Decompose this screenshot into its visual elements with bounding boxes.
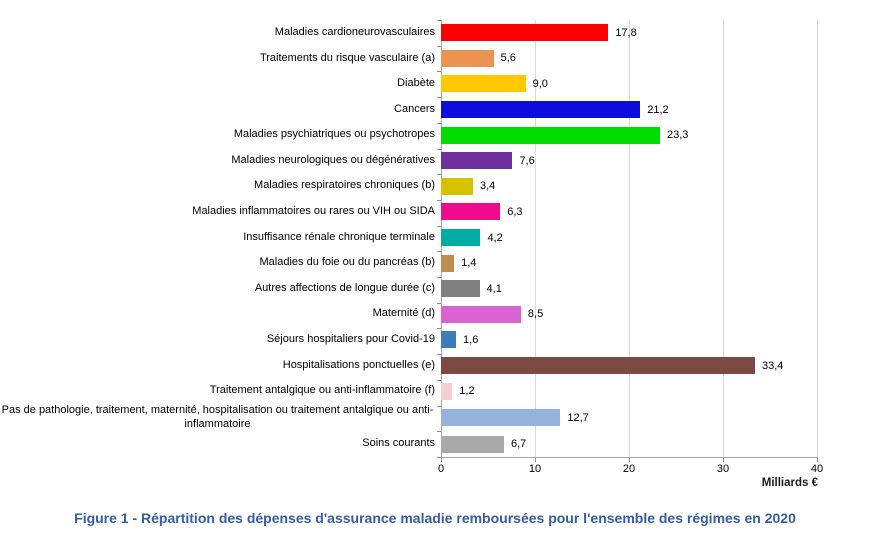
bar bbox=[441, 409, 560, 426]
bar-track bbox=[441, 46, 817, 72]
bar-track bbox=[441, 302, 817, 328]
category-label: Maladies inflammatoires ou rares ou VIH ou SIDA bbox=[192, 205, 435, 218]
chart-row bbox=[0, 431, 817, 457]
category-label: Hospitalisations ponctuelles (e) bbox=[282, 358, 435, 371]
category-label: Maladies psychiatriques ou psychotropes bbox=[233, 128, 435, 141]
category-label: Pas de pathologie, traitement, maternité, hospitalisation ou traitement antalgique ou anti-inflammatoire bbox=[1, 403, 434, 430]
chart-row bbox=[0, 404, 817, 432]
x-tick-label: 40 bbox=[810, 463, 824, 475]
bar-track bbox=[441, 97, 817, 123]
value-label: 1,4 bbox=[461, 257, 477, 270]
chart-row bbox=[0, 378, 817, 404]
bar bbox=[441, 255, 454, 272]
x-tick bbox=[817, 458, 818, 462]
category-label: Traitement antalgique ou anti-inflammatoire (f) bbox=[209, 384, 435, 397]
chart-row bbox=[0, 225, 817, 251]
x-tick bbox=[441, 458, 442, 462]
value-label: 17,8 bbox=[615, 26, 637, 39]
value-label: 7,6 bbox=[519, 154, 535, 167]
bar bbox=[441, 101, 640, 118]
chart-row bbox=[0, 174, 817, 200]
bar bbox=[441, 357, 755, 374]
value-label: 3,4 bbox=[479, 180, 496, 193]
bar bbox=[441, 24, 608, 41]
bar bbox=[441, 75, 526, 92]
value-label: 4,1 bbox=[486, 282, 502, 295]
bar-track bbox=[441, 276, 817, 302]
bar-track bbox=[441, 404, 817, 432]
value-label: 6,7 bbox=[510, 438, 527, 451]
chart-row bbox=[0, 276, 817, 302]
x-tick bbox=[535, 458, 536, 462]
bar bbox=[441, 178, 473, 195]
x-tick bbox=[629, 458, 630, 462]
category-label: Maladies respiratoires chroniques (b) bbox=[254, 179, 435, 192]
chart-row bbox=[0, 71, 817, 97]
bar bbox=[441, 331, 456, 348]
bar bbox=[441, 383, 452, 400]
bar bbox=[441, 280, 480, 297]
bar-track bbox=[441, 20, 817, 46]
category-label: Traitements du risque vasculaire (a) bbox=[259, 51, 435, 64]
chart-row bbox=[0, 327, 817, 353]
bar-track bbox=[441, 378, 817, 404]
bar-track bbox=[441, 431, 817, 457]
category-label: Maladies cardioneurovasculaires bbox=[274, 25, 435, 38]
chart-row bbox=[0, 97, 817, 123]
value-label: 1,2 bbox=[459, 385, 475, 398]
value-label: 9,0 bbox=[532, 77, 548, 90]
x-tick-label: 20 bbox=[622, 463, 636, 475]
chart-row bbox=[0, 353, 817, 379]
value-label: 33,4 bbox=[761, 359, 784, 372]
value-label: 4,2 bbox=[487, 231, 503, 244]
chart-row bbox=[0, 302, 817, 328]
category-label: Soins courants bbox=[362, 437, 435, 450]
value-label: 8,5 bbox=[527, 308, 544, 321]
category-label: Maladies neurologiques ou dégénératives bbox=[231, 153, 435, 166]
chart-row bbox=[0, 20, 817, 46]
category-label: Diabète bbox=[397, 77, 435, 90]
bar bbox=[441, 203, 500, 220]
bar bbox=[441, 127, 660, 144]
x-tick-label: 0 bbox=[437, 463, 445, 475]
category-label: Autres affections de longue durée (c) bbox=[254, 281, 435, 294]
bar bbox=[441, 152, 512, 169]
x-tick-label: 10 bbox=[528, 463, 542, 475]
gridline bbox=[817, 20, 818, 457]
bar-track bbox=[441, 250, 817, 276]
bar-track bbox=[441, 122, 817, 148]
bar bbox=[441, 50, 494, 67]
chart-row bbox=[0, 148, 817, 174]
bar-chart bbox=[0, 20, 817, 457]
bar bbox=[441, 306, 521, 323]
x-axis-title: Milliards € bbox=[761, 477, 818, 489]
chart-row bbox=[0, 122, 817, 148]
figure-caption: Figure 1 - Répartition des dépenses d'assurance maladie remboursées pour l'ensemble des régimes en 2020 bbox=[74, 510, 796, 526]
chart-row bbox=[0, 199, 817, 225]
bar bbox=[441, 229, 480, 246]
bar bbox=[441, 436, 504, 453]
bar-track bbox=[441, 71, 817, 97]
chart-row bbox=[0, 250, 817, 276]
value-label: 5,6 bbox=[500, 52, 516, 65]
value-label: 23,3 bbox=[667, 129, 689, 142]
x-tick-label: 30 bbox=[716, 463, 730, 475]
category-label: Maternité (d) bbox=[372, 307, 435, 320]
bar-track bbox=[441, 327, 817, 353]
value-label: 6,3 bbox=[507, 205, 523, 218]
value-label: 21,2 bbox=[647, 103, 669, 116]
chart-row bbox=[0, 46, 817, 72]
category-label: Maladies du foie ou du pancréas (b) bbox=[259, 256, 435, 269]
category-label: Cancers bbox=[394, 102, 435, 115]
category-label: Séjours hospitaliers pour Covid-19 bbox=[266, 333, 435, 346]
bar-track bbox=[441, 199, 817, 225]
bar-track bbox=[441, 148, 817, 174]
bar-track bbox=[441, 174, 817, 200]
x-tick bbox=[723, 458, 724, 462]
value-label: 1,6 bbox=[463, 333, 479, 346]
bar-track bbox=[441, 225, 817, 251]
bar-track bbox=[441, 353, 817, 379]
category-label: Insuffisance rénale chronique terminale bbox=[243, 230, 435, 243]
value-label: 12,7 bbox=[567, 411, 589, 424]
